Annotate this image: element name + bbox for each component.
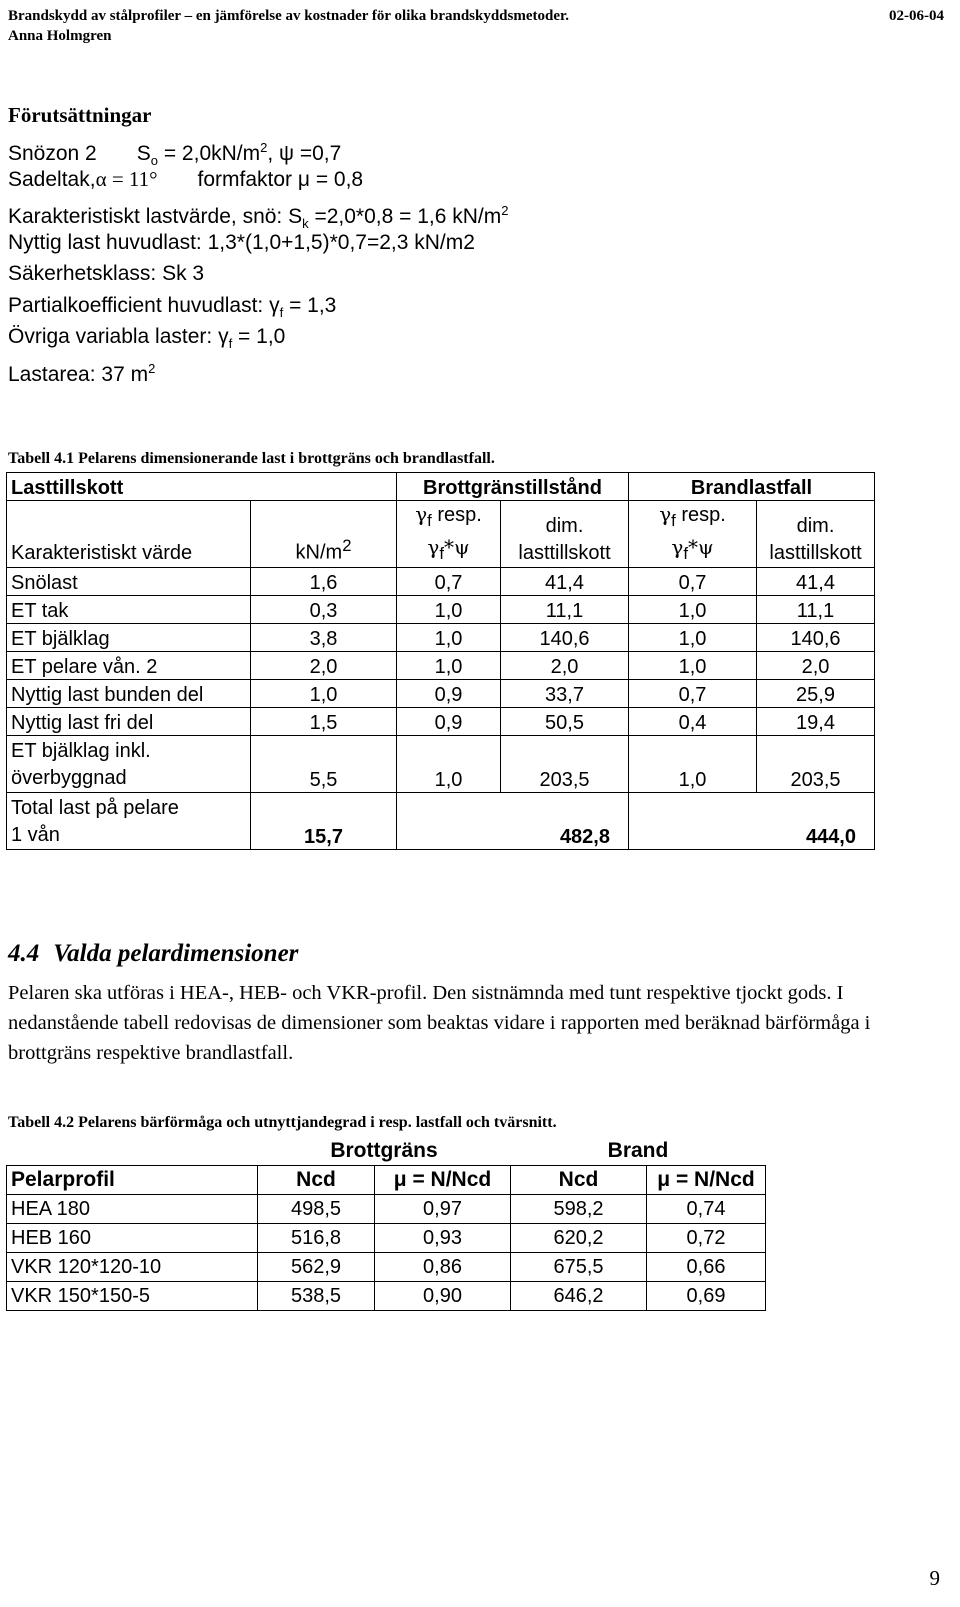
roof-line: Sadeltak,α = 11° formfaktor μ = 0,8 (8, 166, 364, 191)
table1-col-char: Karakteristiskt värde (7, 501, 251, 568)
table-row: HEB 160 516,8 0,93 620,2 0,72 (7, 1224, 766, 1253)
table2-header-fire: Brand (607, 1139, 669, 1162)
table1-group-header (7, 473, 875, 501)
table1-total-row: Total last på pelare 1 vån 15,7 482,8 444,0 (7, 793, 875, 850)
table-row: Snölast 1,6 0,7 41,4 0,7 41,4 (7, 568, 875, 596)
partial-coefficient-line: Partialkoefficient huvudlast: $\gamma_f = 1,3$ (8, 293, 337, 320)
table-row: ET bjälklag 3,8 1,0 140,6 1,0 140,6 (7, 624, 875, 652)
table-row: HEA 180 498,5 0,97 598,2 0,74 (7, 1195, 766, 1224)
table1-col-unit: $kN/m^2$ (251, 501, 397, 568)
table2-caption: Tabell 4.2 Pelarens bärförmåga och utnyttjandegrad i resp. lastfall och tvärsnitt. (8, 1114, 557, 1131)
table1-column-header (7, 501, 875, 568)
header-date: 02-06-04 (889, 8, 944, 24)
live-load-line: Nyttig last huvudlast: 1,3*(1,0+1,5)*0,7=2,3 kN/m2 (8, 230, 475, 254)
section-heading: 4.4 Valda pelardimensioner (8, 940, 299, 967)
snow-zone-line: Snözon 2 $S_o = 2,0kN/m^2$, ψ =0,7 (8, 140, 342, 169)
table1-caption: Tabell 4.1 Pelarens dimensionerande last i brottgräns och brandlastfall. (8, 450, 495, 467)
load-area-line: Lastarea: 37 $m^2$ (8, 360, 156, 386)
table-row: ET tak 0,3 1,0 11,1 1,0 11,1 (7, 596, 875, 624)
table1-col-dim-ult: dim. lasttillskott (501, 501, 629, 568)
table1-header-fire: Brandlastfall (629, 473, 875, 501)
table2-column-header (7, 1166, 766, 1195)
header-author: Anna Holmgren (8, 28, 112, 44)
table1-header-case: Lasttillskott (7, 473, 397, 501)
table-row: VKR 150*150-5 538,5 0,90 646,2 0,69 (7, 1282, 766, 1311)
table2-col-ncd-fire: Ncd (511, 1166, 647, 1195)
other-loads-line: Övriga variabla laster: $\gamma_f = 1,0$ (8, 325, 286, 352)
table2-header-ultimate: Brottgräns (330, 1139, 438, 1162)
table-row: ET pelare vån. 2 2,0 1,0 2,0 1,0 2,0 (7, 652, 875, 680)
document-header (8, 6, 569, 46)
table1-col-dim-fire: dim. lasttillskott (757, 501, 875, 568)
page-number: 9 (929, 1566, 940, 1590)
table-row: ET bjälklag inkl. överbyggnad 5,5 1,0 203,5 1,0 203,5 (7, 736, 875, 793)
table-row: Nyttig last bunden del 1,0 0,9 33,7 0,7 25,9 (7, 680, 875, 708)
char-load-line: Karakteristiskt lastvärde, snö: $S_k =2,0*0,8 = 1,6$ $kN/m^2$ (8, 203, 509, 232)
prerequisites-block (8, 98, 928, 384)
table2-col-ncd-ult: Ncd (258, 1166, 375, 1195)
table2 (6, 1137, 766, 1311)
table2-col-profile: Pelarprofil (7, 1166, 258, 1195)
header-title: Brandskydd av stålprofiler – en jämförelse av kostnader för olika brandskyddsmetoder. (8, 8, 570, 24)
table1 (6, 472, 875, 850)
table1-header-ultimate: Brottgränstillstånd (397, 473, 629, 501)
table2-col-mu-ult: μ = N/Ncd (375, 1166, 511, 1195)
section-paragraph: Pelaren ska utföras i HEA-, HEB- och VKR-profil. Den sistnämnda med tunt respektive tjockt gods. I nedanstående tabell redovisas de dimensioner som beaktas vidare i rapporten med beräknad bärförmåga i brottgräns respektive brandlastfall. (8, 982, 871, 1064)
table-row: VKR 120*120-10 562,9 0,86 675,5 0,66 (7, 1253, 766, 1282)
table2-col-mu-fire: μ = N/Ncd (647, 1166, 766, 1195)
prerequisites-title: Förutsättningar (8, 103, 152, 127)
table1-col-gamma-ult: $\gamma_f$ resp. $\gamma_f*\psi$ (397, 501, 501, 568)
safety-class-line: Säkerhetsklass: Sk 3 (8, 262, 205, 285)
table-row: Nyttig last fri del 1,5 0,9 50,5 0,4 19,4 (7, 708, 875, 736)
table2-group-header (7, 1137, 766, 1166)
table1-col-gamma-fire: $\gamma_f$ resp. $\gamma_f*\psi$ (629, 501, 757, 568)
